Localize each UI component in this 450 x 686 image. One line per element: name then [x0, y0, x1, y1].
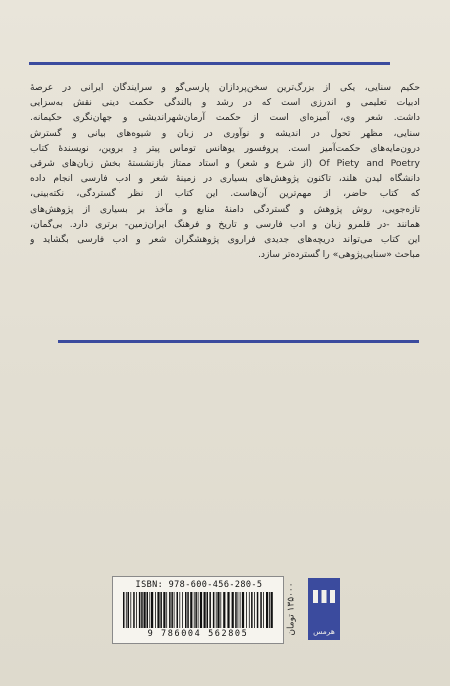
- barcode-bar: [235, 592, 237, 628]
- barcode-bar: [141, 592, 143, 628]
- barcode-bar: [177, 592, 179, 628]
- description-line: ادبیات تعلیمی و اندرزی است که در رشد و بالندگی حکمت دینی نقش به‌سزایی: [30, 97, 420, 109]
- barcode-bar: [266, 592, 268, 628]
- barcode-bar: [151, 592, 153, 628]
- barcode-bar: [166, 592, 167, 628]
- description-line: Of Piety and Poetry (از شرع و شعر) و استاد ممتاز بازنشستهٔ بخش زبان‌های شرقی: [30, 158, 420, 170]
- barcode-bar: [185, 592, 187, 628]
- barcode-bar: [223, 592, 225, 628]
- barcode-bar: [149, 592, 150, 628]
- description-line: حکیم سنایی، یکی از بزرگ‌ترین سخن‌پردازان پارسی‌گو و سرایندگان ایرانی در عرصهٔ: [30, 82, 420, 93]
- barcode-bars: [123, 592, 273, 628]
- description-line: مباحث «سنایی‌پژوهی» را گسترده‌تر سازد.: [257, 249, 420, 261]
- description-line: همانند -در قلمرو زبان و ادب فارسی و تاریخ و فرهنگ ایران‌زمین- برتری دارد. بی‌گمان،: [30, 218, 420, 230]
- barcode-bar: [260, 592, 262, 628]
- barcode-bar: [242, 592, 244, 628]
- barcode-bar: [251, 592, 253, 628]
- description-line: سنایی، مظهر تحول در اندیشه و نوآوری در زبان و شیوه‌های بیانی و گسترش: [30, 127, 420, 139]
- barcode-bar: [240, 592, 241, 628]
- top-accent-rule: [29, 62, 390, 65]
- barcode-bar: [169, 592, 171, 628]
- barcode-bar: [195, 592, 197, 628]
- isbn-barcode: [112, 576, 284, 644]
- barcode-bar: [174, 592, 175, 628]
- barcode-bar: [163, 592, 165, 628]
- barcode-bar: [147, 592, 149, 628]
- barcode-bar: [130, 592, 131, 628]
- barcode-bar: [179, 592, 180, 628]
- barcode-bar: [269, 592, 270, 628]
- barcode-bar: [155, 592, 156, 628]
- barcode-bar: [227, 592, 229, 628]
- price-label: [284, 578, 300, 640]
- book-description: [30, 80, 420, 262]
- barcode-bar: [187, 592, 189, 628]
- barcode-bar: [136, 592, 137, 628]
- barcode-bar: [133, 592, 135, 628]
- barcode-bar: [123, 592, 125, 628]
- price-text: ۱۳۵۰۰۰ تومان: [287, 582, 298, 636]
- barcode-bar: [200, 592, 202, 628]
- publisher-logo: [308, 578, 340, 640]
- description-line: دانشگاه لیدن هلند، تاکنون پژوهش‌های بسیاری در زمینهٔ شعر و ادب فارسی انجام داده: [30, 173, 420, 185]
- barcode-bar: [238, 592, 239, 628]
- publisher-name: هرمس: [313, 627, 335, 636]
- description-line: که کتاب حاضر، از مهم‌ترین آن‌هاست. این کتاب از نظر گستردگی، نکته‌بینی،: [30, 188, 420, 200]
- barcode-bar: [254, 592, 255, 628]
- barcode-bar: [220, 592, 221, 628]
- barcode-bar: [232, 592, 234, 628]
- barcode-bar: [257, 592, 259, 628]
- barcode-bar: [216, 592, 217, 628]
- barcode-bar: [171, 592, 173, 628]
- barcode-bar: [207, 592, 209, 628]
- barcode-bar: [263, 592, 264, 628]
- barcode-bar: [209, 592, 211, 628]
- barcode-bar: [157, 592, 159, 628]
- barcode-bar: [217, 592, 219, 628]
- description-line: این کتاب می‌تواند دریچه‌های جدیدی فراروی پژوهشگران شعر و ادب فارسی بگشاید و: [30, 234, 420, 246]
- description-line: درون‌مایه‌های حکمت‌آمیز است. پروفسور یوهانس توماس پیتر دِ بروین، نویسندهٔ کتاب: [30, 142, 420, 154]
- barcode-bar: [213, 592, 215, 628]
- barcode-bar: [194, 592, 195, 628]
- barcode-bar: [246, 592, 247, 628]
- barcode-bar: [144, 592, 146, 628]
- barcode-bar: [128, 592, 130, 628]
- bottom-accent-rule: [58, 340, 419, 343]
- isbn-digits: 9 786004 562805: [147, 629, 249, 639]
- barcode-bar: [190, 592, 192, 628]
- barcode-bar: [139, 592, 141, 628]
- barcode-bar: [204, 592, 206, 628]
- description-line: داشت. شعر وی، آمیزه‌ای است از حکمت آرمان‌شهراندیشی و جهان‌نگری حکیمانه.: [30, 112, 420, 124]
- isbn-label: ISBN: 978-600-456-280-5: [135, 580, 263, 590]
- description-line: تازه‌جویی، روش پژوهش و گستردگی دامنهٔ منابع و مآخذ بر بسیاری از پژوهش‌های: [30, 203, 420, 215]
- barcode-bar: [271, 592, 273, 628]
- barcode-bar: [126, 592, 127, 628]
- barcode-bar: [160, 592, 162, 628]
- barcode-bar: [198, 592, 199, 628]
- publisher-logo-icon: [308, 578, 340, 618]
- barcode-bar: [182, 592, 183, 628]
- barcode-bar: [249, 592, 250, 628]
